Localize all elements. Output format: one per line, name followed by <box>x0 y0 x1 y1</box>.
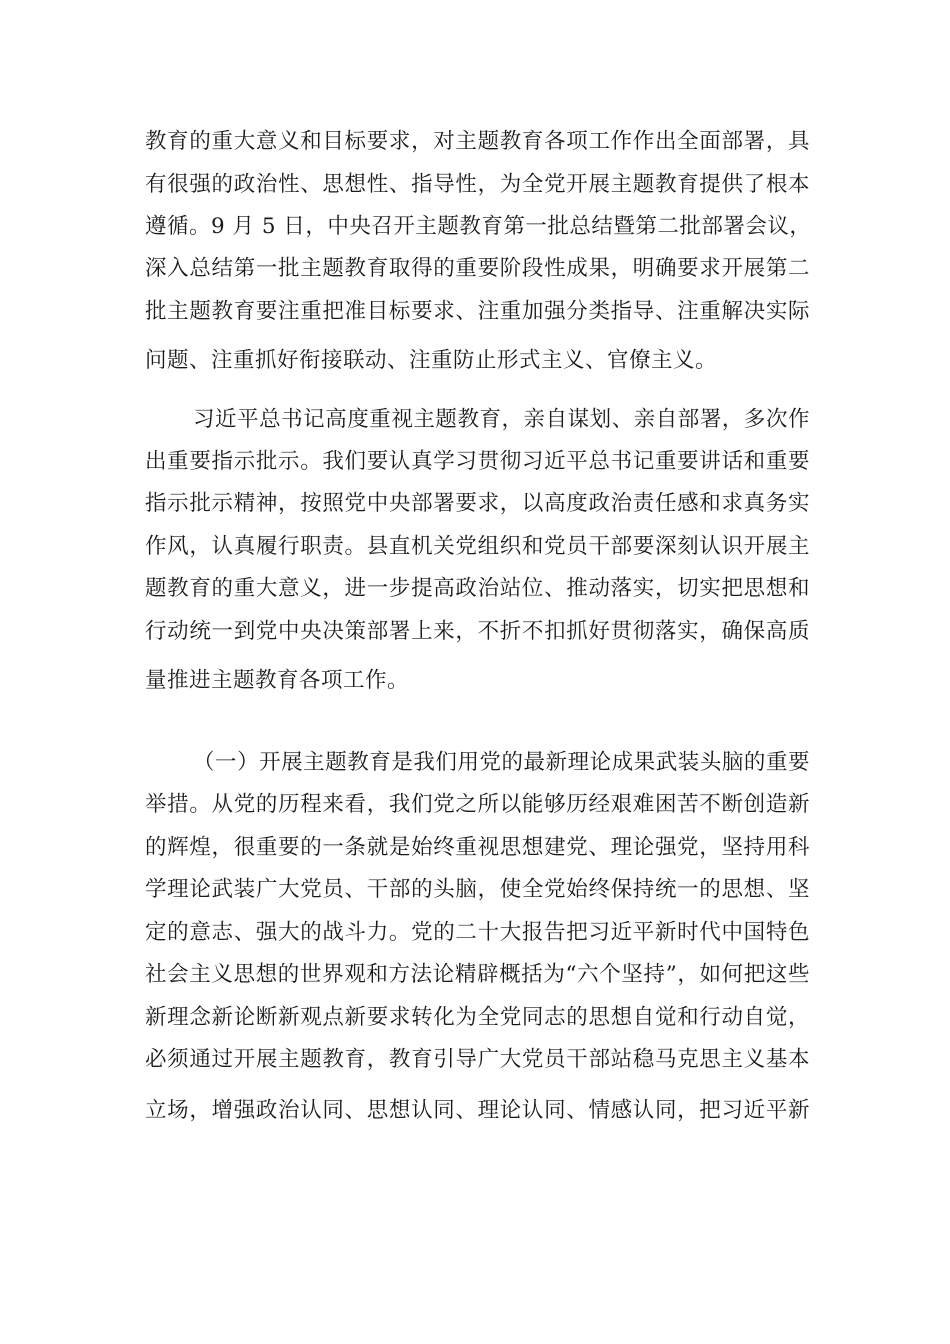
paragraph-line: 量推进主题教育各项工作。 <box>145 668 410 693</box>
paragraph-line: 深入总结第一批主题教育取得的重要阶段性成果，明确要求开展第二 <box>145 256 810 281</box>
paragraph-line: 立场，增强政治认同、思想认同、理论认同、情感认同，把习近平新 <box>145 1098 810 1123</box>
paragraph-line: 指示批示精神，按照党中央部署要求，以高度政治责任感和求真务实 <box>145 491 810 516</box>
paragraph-line: 问题、注重抓好衔接联动、注重防止形式主义、官僚主义。 <box>145 348 718 373</box>
paragraph-line: 有很强的政治性、思想性、指导性，为全党开展主题教育提供了根本 <box>145 172 810 197</box>
paragraph-line: 行动统一到党中央决策部署上来，不折不扣抓好贯彻落实，确保高质 <box>145 619 810 644</box>
paragraph-line: 社会主义思想的世界观和方法论精辟概括为“六个坚持”，如何把这些 <box>145 962 810 987</box>
paragraph-line: 遵循。9 月 5 日，中央召开主题教育第一批总结暨第二批部署会议， <box>145 214 812 239</box>
paragraph-line: 必须通过开展主题教育，教育引导广大党员干部站稳马克思主义基本 <box>145 1047 810 1072</box>
paragraph-line: 作风，认真履行职责。县直机关党组织和党员干部要深刻认识开展主 <box>145 534 810 559</box>
paragraph-line: 举措。从党的历程来看，我们党之所以能够历经艰难困苦不断创造新 <box>145 792 810 817</box>
paragraph-line: 的辉煌，很重要的一条就是始终重视思想建党、理论强党，坚持用科 <box>145 835 810 860</box>
section-heading-line: （一）开展主题教育是我们用党的最新理论成果武装头脑的重要 <box>193 750 810 775</box>
paragraph-line: 教育的重大意义和目标要求，对主题教育各项工作作出全面部署，具 <box>145 129 810 154</box>
paragraph-line: 学理论武装广大党员、干部的头脑，使全党始终保持统一的思想、坚 <box>145 877 810 902</box>
paragraph-line: 题教育的重大意义，进一步提高政治站位、推动落实，切实把思想和 <box>145 576 810 601</box>
paragraph-line: 定的意志、强大的战斗力。党的二十大报告把习近平新时代中国特色 <box>145 920 810 945</box>
paragraph-line: 出重要指示批示。我们要认真学习贯彻习近平总书记重要讲话和重要 <box>145 449 810 474</box>
paragraph-line: 批主题教育要注重把准目标要求、注重加强分类指导、注重解决实际 <box>145 299 810 324</box>
paragraph-line: 新理念新论断新观点新要求转化为全党同志的思想自觉和行动自觉， <box>145 1005 810 1030</box>
paragraph-line: 习近平总书记高度重视主题教育，亲自谋划、亲自部署，多次作 <box>193 407 810 432</box>
